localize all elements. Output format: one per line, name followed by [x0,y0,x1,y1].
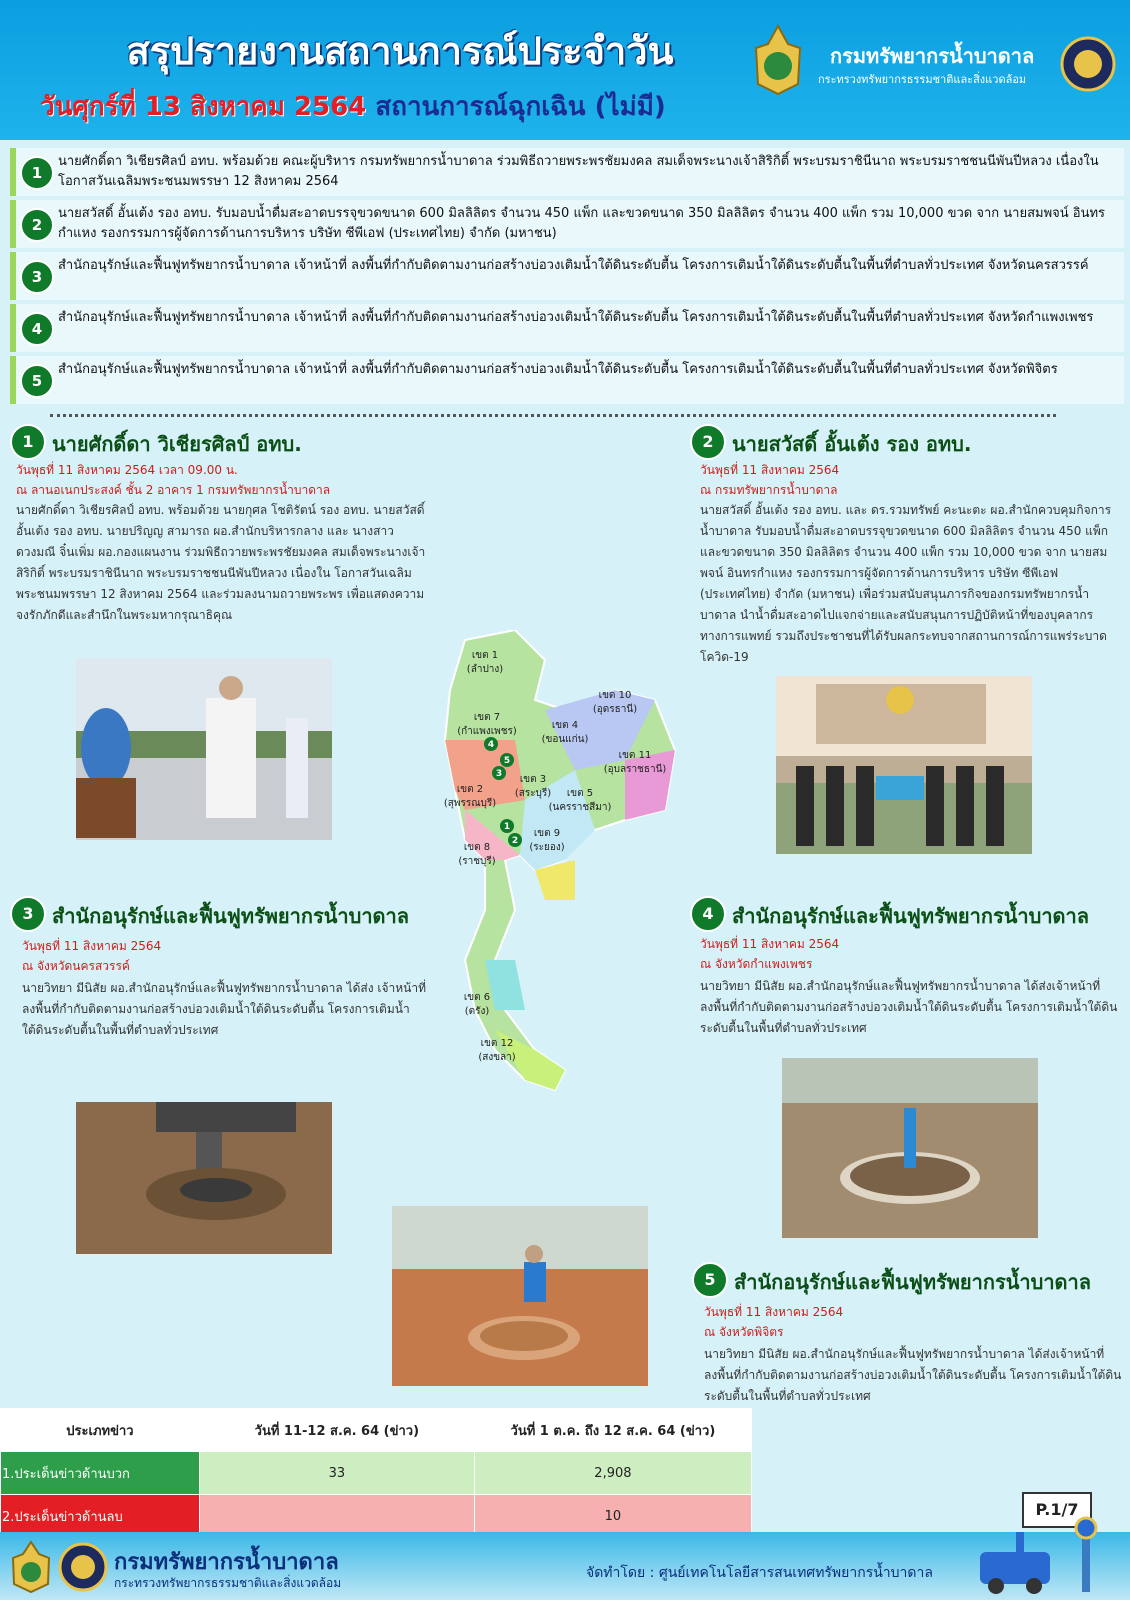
map-region-sub: (สงขลา) [478,1052,516,1063]
footer-department-name: กรมทรัพยากรน้ำบาดาล [114,1550,339,1575]
thailand-region-map [425,630,695,1110]
map-marker: 1 [503,822,511,832]
map-region-sub: (สระบุรี) [514,788,552,799]
summary-text: สำนักอนุรักษ์และฟื้นฟูทรัพยากรน้ำบาดาล เจ้าหน้าที่ ลงพื้นที่กำกับติดตามงานก่อสร้างบ่อวงเติมน้ำใต้ดินระดับตื้น โครงการเติมน้ำใต้ดินระดับตื้นในพื้นที่ตำบลทั่วประเทศ จังหวัดนครสวรรค์ [58,258,1089,273]
section-place: ณ จังหวัดพิจิตร [704,1325,784,1339]
section-body: นายวิทยา มีนิสัย ผอ.สำนักอนุรักษ์และฟื้นฟูทรัพยากรน้ำบาดาล ได้ส่งเจ้าหน้าที่ ลงพื้นที่กำกับติดตามงานก่อสร้างบ่อวงเติมน้ำใต้ดินระดับตื้น โครงการเติมน้ำใต้ดิน ระดับตื้นในพื้นที่ตำบลทั่วประเทศ [700,979,1118,1035]
summary-text: นายสวัสดิ์ อั้นเต้ง รอง อทบ. รับมอบน้ำดื่มสะอาดบรรจุขวดขนาด 600 มิลลิลิตร จำนวน 450 แพ็ก และขวดขนาด 350 มิลลิลิตร จำนวน 400 แพ็ก รวม 10,000 ขวด จาก นายสมพจน์ อินทรกำแหง รองกรรมการผู้จัดการด้านการบริหาร บริษัท ซีพีเอฟ (ประเทศไทย) จำกัด (มหาชน) [58,206,1106,241]
map-marker: 3 [495,769,503,779]
emergency-status: สถานการณ์ฉุกเฉิน (ไม่มี) [375,92,666,122]
map-region-label: เขต 11 [618,750,652,761]
map-region-sub: (นครราชสีมา) [548,802,612,813]
news-summary-table [0,1408,752,1538]
summary-item [10,356,1124,404]
ceremony-photo [76,658,332,840]
section-title: สำนักอนุรักษ์และฟื้นฟูทรัพยากรน้ำบาดาล [734,1270,1092,1294]
summary-number: 1 [20,156,54,190]
section-body: นายวิทยา มีนิสัย ผอ.สำนักอนุรักษ์และฟื้นฟูทรัพยากรน้ำบาดาล ได้ส่งเจ้าหน้าที่ ลงพื้นที่กำกับติดตามงานก่อสร้างบ่อวงเติมน้ำใต้ดินระดับตื้น โครงการเติมน้ำใต้ดิน ระดับตื้นในพื้นที่ตำบลทั่วประเทศ [704,1347,1122,1403]
footer-ministry-name: กระทรวงทรัพยากรธรรมชาติและสิ่งแวดล้อม [114,1576,342,1590]
section-title: นายศักดิ์ดา วิเชียรศิลป์ อทบ. [52,432,302,456]
table-cell: 2.ประเด็นข่าวด้านลบ [1,1495,200,1538]
map-region-label: เขต 5 [566,788,594,799]
section-number: 2 [690,424,726,460]
department-emblem-icon [748,24,808,96]
map-region-sub: (อุบลราชธานี) [603,764,667,775]
section-number: 3 [10,896,46,932]
department-name: กรมทรัพยากรน้ำบาดาล [830,44,1035,68]
map-region-sub: (อุดรธานี) [592,704,638,715]
section-date: วันพุธที่ 11 สิงหาคม 2564 [700,937,840,951]
summary-number: 4 [20,312,54,346]
summary-number: 3 [20,260,54,294]
map-region-sub: (ลำปาง) [466,664,504,675]
section-place: ณ กรมทรัพยากรน้ำบาดาล [700,483,838,497]
map-region-sub: (ตรัง) [464,1006,490,1017]
section-number: 1 [10,424,46,460]
section-title: สำนักอนุรักษ์และฟื้นฟูทรัพยากรน้ำบาดาล [732,904,1090,928]
section-body: นายสวัสดิ์ อั้นเต้ง รอง อทบ. และ ดร.รวมทรัพย์ คะนะตะ ผอ.สำนักควบคุมกิจการน้ำบาดาล รับมอบน้ำดื่มสะอาดบรรจุขวดขนาด 600 มิลลิลิตร จำนวน 450 แพ็ก และขวดขนาด 350 มิลลิลิตร จำนวน 400 แพ็ก รวม 10,000 ขวด จาก นายสมพจน์ อินทรกำแหง รองกรรมการผู้จัดการด้านการบริหาร บริษัท ซีพีเอฟ (ประเทศไทย) จำกัด (มหาชน) เพื่อร่วมสนับสนุนภารกิจของกรมทรัพยากรน้ำบาดาล นำน้ำดื่มสะอาดไปแจกจ่ายและสนับสนุนการปฏิบัติหน้าที่ของบุคลากรทางการแพทย์ รวมถึงประชาชนที่ได้รับผลกระทบจากสถานการณ์การแพร่ระบาดโควิด-19 [700,503,1112,664]
section-date: วันพุธที่ 11 สิงหาคม 2564 [700,463,840,477]
map-marker: 5 [503,756,511,766]
producer-credit: จัดทำโดย : ศูนย์เทคโนโลยีสารสนเทศทรัพยากรน้ำบาดาล [586,1565,933,1581]
map-region-sub: (กำแพงเพชร) [457,726,517,737]
report-date: วันศุกร์ที่ 13 สิงหาคม 2564 [40,92,367,122]
table-cell: 33 [199,1452,474,1495]
map-region-label: เขต 6 [463,992,491,1003]
summary-item [10,304,1124,352]
map-region-label: เขต 9 [533,828,561,839]
summary-item [10,252,1124,300]
map-region-sub: (สุพรรณบุรี) [443,798,497,809]
map-marker: 2 [511,836,519,846]
summary-text: นายศักดิ์ดา วิเชียรศิลป์ อทบ. พร้อมด้วย คณะผู้บริหาร กรมทรัพยากรน้ำบาดาล ร่วมพิธีถวายพระพรชัยมงคล สมเด็จพระนางเจ้าสิริกิติ์ พระบรมราชินีนาถ พระบรมราชชนนีพันปีหลวง เนื่องในโอกาสวันเฉลิมพระชนมพรรษา 12 สิงหาคม 2564 [58,154,1099,189]
section-number: 4 [690,896,726,932]
map-region-label: เขต 7 [473,712,501,723]
map-region-sub: (ขอนแก่น) [541,734,589,745]
donation-photo [776,676,1032,854]
map-region-label: เขต 8 [463,842,491,853]
map-region-label: เขต 12 [480,1038,514,1049]
map-region-sub: (ระยอง) [529,842,565,853]
section-place: ณ จังหวัดกำแพงเพชร [700,957,813,971]
section-title: นายสวัสดิ์ อั้นเต้ง รอง อทบ. [732,432,972,456]
map-region-label: เขต 3 [519,774,547,785]
summary-number: 2 [20,208,54,242]
section-place: ณ จังหวัดนครสวรรค์ [22,959,130,973]
table-header: วันที่ 11-12 ส.ค. 64 (ข่าว) [199,1409,474,1452]
section-date: วันพุธที่ 11 สิงหาคม 2564 เวลา 09.00 น. [16,463,238,477]
map-region-sub: (ราชบุรี) [458,856,496,867]
ministry-seal-icon [58,1542,108,1592]
well-construction-photo [76,1102,332,1254]
map-region-label: เขต 10 [598,690,632,701]
section-title: สำนักอนุรักษ์และฟื้นฟูทรัพยากรน้ำบาดาล [52,904,410,928]
ministry-seal-icon [1060,36,1116,92]
section-date: วันพุธที่ 11 สิงหาคม 2564 [22,939,162,953]
well-inspection-photo [392,1206,648,1386]
recharge-well-photo [782,1058,1038,1238]
map-marker: 4 [487,740,495,750]
table-row [1,1452,752,1495]
summary-item [10,200,1124,248]
section-body: นายวิทยา มีนิสัย ผอ.สำนักอนุรักษ์และฟื้นฟูทรัพยากรน้ำบาดาล ได้ส่ง เจ้าหน้าที่ ลงพื้นที่กำกับติดตามงานก่อสร้างบ่อวงเติมน้ำใต้ดินระดับตื้น โครงการเติมน้ำใต้ดินระดับตื้นในพื้นที่ตำบลทั่วประเทศ [22,981,427,1037]
table-header: ประเภทข่าว [1,1409,200,1452]
summary-item [10,148,1124,196]
section-body: นายศักดิ์ดา วิเชียรศิลป์ อทบ. พร้อมด้วย นายกุศล โชติรัตน์ รอง อทบ. นายสวัสดิ์ อั้นเต้ง รอง อทบ. นายปริญญ สามารถ ผอ.สำนักบริหารกลาง และ นางสาวดวงมณี จิ๋นเพิ่ม ผอ.กองแผนงาน ร่วมพิธีถวายพระพรชัยมงคล สมเด็จพระนางเจ้าสิริกิติ์ พระบรมราชินีนาถ พระบรมราชชนนีพันปีหลวง เนื่องใน โอกาสวันเฉลิมพระชนมพรรษา 12 สิงหาคม 2564 และร่วมลงนามถวายพระพร เพื่อแสดงความจงรักภักดีและสำนึกในพระมหากรุณาธิคุณ [16,503,426,622]
table-cell: 2,908 [474,1452,751,1495]
map-region-label: เขต 1 [471,650,499,661]
table-header: วันที่ 1 ต.ค. ถึง 12 ส.ค. 64 (ข่าว) [474,1409,751,1452]
report-subtitle [40,86,666,127]
section-place: ณ ลานอเนกประสงค์ ชั้น 2 อาคาร 1 กรมทรัพยากรน้ำบาดาล [16,483,331,497]
summary-text: สำนักอนุรักษ์และฟื้นฟูทรัพยากรน้ำบาดาล เจ้าหน้าที่ ลงพื้นที่กำกับติดตามงานก่อสร้างบ่อวงเติมน้ำใต้ดินระดับตื้น โครงการเติมน้ำใต้ดินระดับตื้นในพื้นที่ตำบลทั่วประเทศ จังหวัดกำแพงเพชร [58,310,1094,325]
page-number: P.1/7 [1022,1492,1092,1528]
drilling-truck-icon [972,1512,1122,1598]
divider [50,414,1056,417]
map-region-label: เขต 4 [551,720,579,731]
department-emblem-icon [8,1540,54,1594]
summary-text: สำนักอนุรักษ์และฟื้นฟูทรัพยากรน้ำบาดาล เจ้าหน้าที่ ลงพื้นที่กำกับติดตามงานก่อสร้างบ่อวงเติมน้ำใต้ดินระดับตื้น โครงการเติมน้ำใต้ดินระดับตื้นในพื้นที่ตำบลทั่วประเทศ จังหวัดพิจิตร [58,362,1058,377]
table-cell: 10 [474,1495,751,1538]
map-region-label: เขต 2 [456,784,484,795]
ministry-name: กระทรวงทรัพยากรธรรมชาติและสิ่งแวดล้อม [818,73,1027,86]
table-cell: 1.ประเด็นข่าวด้านบวก [1,1452,200,1495]
summary-number: 5 [20,364,54,398]
section-number: 5 [692,1262,728,1298]
page-title: สรุปรายงานสถานการณ์ประจำวัน [126,29,674,73]
section-date: วันพุธที่ 11 สิงหาคม 2564 [704,1305,844,1319]
